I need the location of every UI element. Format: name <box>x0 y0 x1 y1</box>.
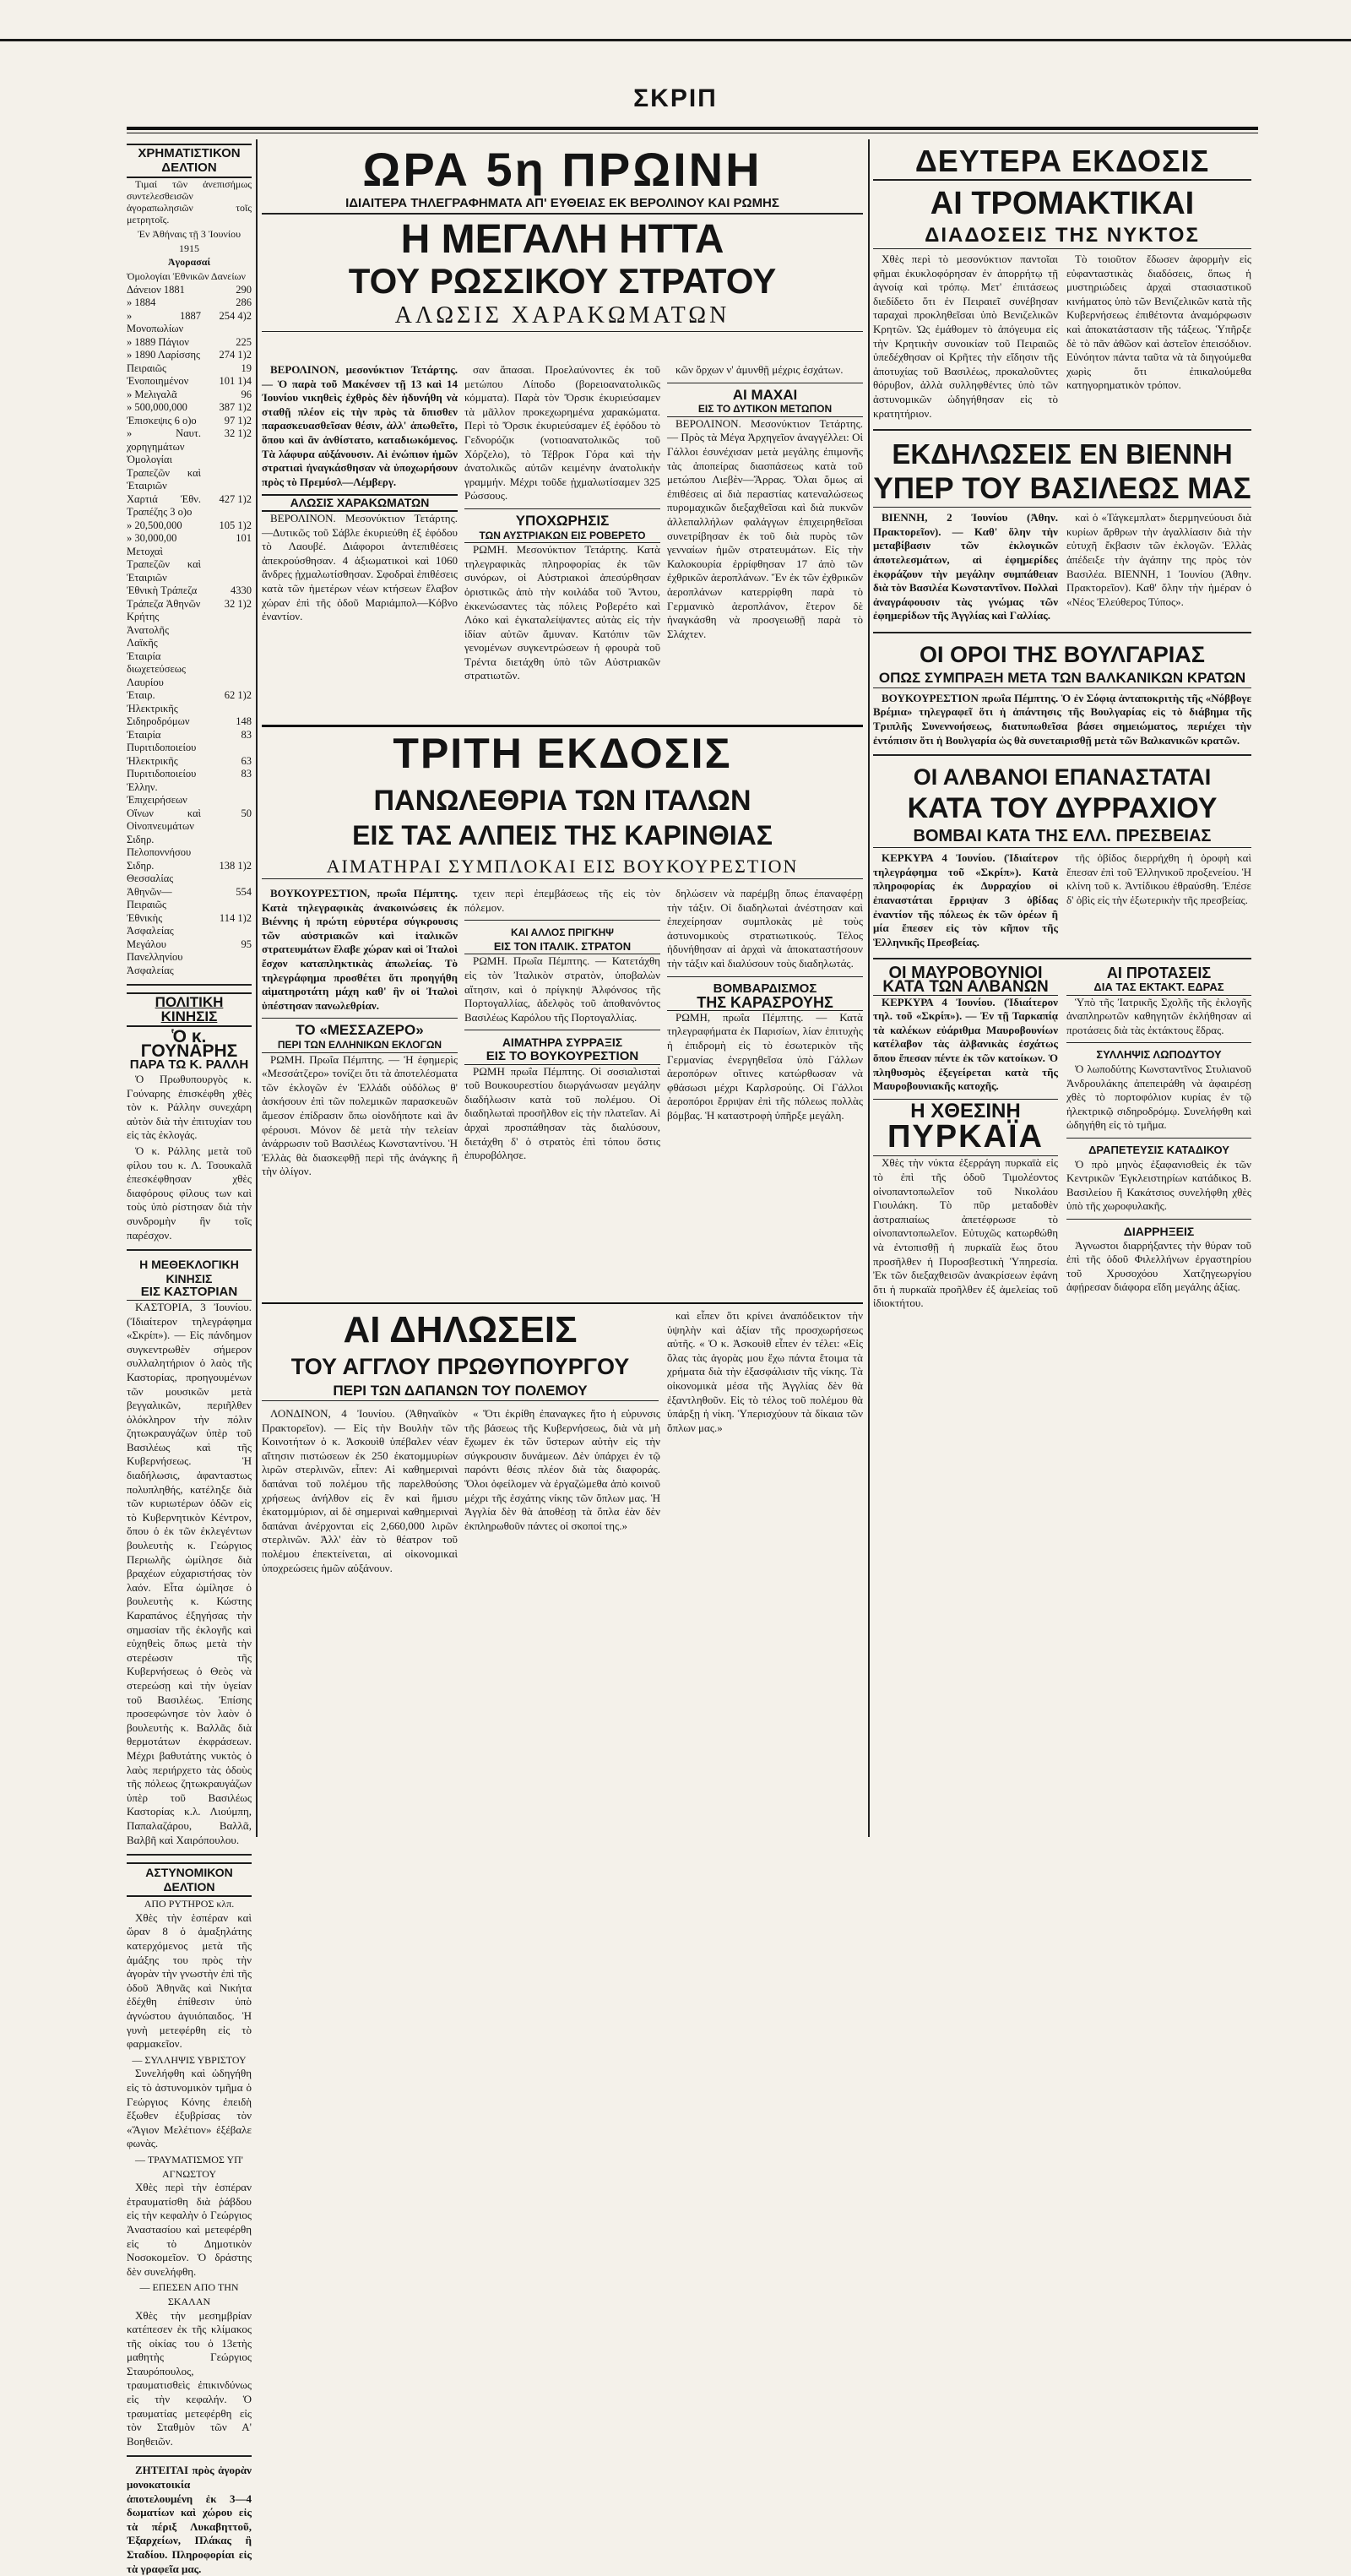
messaggero-heading: ΤΟ «ΜΕΣΣΑΖΕΡΟ» <box>296 1022 424 1039</box>
alosis-paragraph: ΒΕΡΟΛΙΝΟΝ. Μεσονύκτιον Τετάρτης. —Δυτικῶς τοῦ Σάβλε ἐκυριεύθη ἐξ ἐφόδου τὸ Λαουβέ. Διάφοροι ἀντεπιθέσεις ἀπεκρούσθησαν. 4 ἀξιωματικοὶ καὶ 1060 ἄνδρες ᾐχμαλωτίσθησαν. Σφοδραὶ ἐπιθέσεις κατὰ τῶν ἡμετέρων νέων κτήσεων ἔλαβον χώραν ἐπὶ τῆς ὁδοῦ Μαριάμπολ—Κόβνο ἐναντίον. <box>262 511 458 623</box>
market-row-value: 32 1)2 <box>224 427 252 440</box>
statements-paragraph: καὶ εἶπεν ὅτι κρίνει ἀναπόδεικτον τὴν ὑψηλὴν καὶ ἀξίαν τῆς προσχωρήσεως αὐτῆς. « Ὁ κ. Ἀσκουὶθ εἶπεν ἐν τέλει: «Εἰς ὅλας τὰς ἀγορὰς μου ἔχω πάντα ἕτοιμα τὰ χρήματα διὰ τὴν ἐξασφάλισιν τῆς νίκης. Τὰ οἰκονομικὰ μέσα τῆς Ἀγγλίας δὲν θὰ ἐξαντληθοῦν. Εἰς τὸ τέλος τοῦ πολέμου θὰ ὑπάρξῃ ἡ νίκη. Ὑπερισχύουν τὰ δίκαια τῶν ὅπλων μας.» <box>667 1309 863 1434</box>
market-row-name: Ἐνοποιημένον <box>127 375 189 388</box>
market-row <box>127 389 252 402</box>
third-edition-headline-3: ΑΙΜΑΤΗΡΑΙ ΣΥΜΠΛΟΚΑΙ ΕΙΣ ΒΟΥΚΟΥΡΕΣΤΙΟΝ <box>262 855 863 879</box>
market-row-value: 274 1)2 <box>219 349 252 361</box>
rumors-paragraph: Τὸ τοιοῦτον ἔδωσεν ἀφορμὴν εἰς εὐφανταστικὰς διαδόσεις, ὅπως ἡ μυστηριώδεις ἀρχαὶ στασιαστικοῦ κινήματος ὑπὸ τῶν Βενιζελικῶν κατὰ τῆς Κυβερνήσεως ἐπιθέτοντα ἀναμόρφωσιν καὶ ἀποκατάστασιν τῆς τάξεως. Ὑπῆρξε δὲ τὸ πᾶν ἀθῶον καὶ ἀστεῖον ἐπεισόδιον. Εὐνόητον πάντα ταῦτα νὰ τὰ διηγούμεθα χωρὶς ὅτι ἐπικαλούμεθα κατηγορηματικὸν τρόπον. <box>1066 253 1251 392</box>
lead-paragraph: ΒΕΡΟΛΙΝΟΝ, μεσονύκτιον Τετάρτης. — Ὁ παρὰ τοῦ Μακένσεν τῇ 13 καὶ 14 Ἰουνίου νικηθεὶς ἐχθρὸς δὲν ἠδυνήθη νὰ σταθῇ πλέον εἰς τὴν πρὸς τὰ ὄπισθεν παρασκευασθεῖσαν θέσιν, ἀλλ' ἀπωθεῖτο, ὅπου καὶ ἂν ἀνθίστατο, καταδιωκόμενος. Τὰ λάφυρα αὐξάνουσιν. Αἱ ἐνώπιον ἡμῶν στρατιαὶ ἠναγκάσθησαν νὰ ὑποχωρήσουν πρὸς τὸ Πρεμύσλ—Λέμβεργ. <box>262 363 458 488</box>
police-paragraph: Χθὲς τὴν ἑσπέραν καὶ ὥραν 8 ὁ ἀμαξηλάτης κατερχόμενος μετὰ τῆς ἀμάξης του πρὸς τὴν ἀγορὰν τὴν γνωστὴν ἐπὶ τῆς ὁδοῦ Ἀθηνᾶς καὶ Νικήτα ἐδέχθη ἐπίθεσιν ὑπὸ ἀγνώστου ἀγυιόπαιδος. Ἡ γυνὴ μετεφέρθη εἰς τὸ φαρμακεῖον. <box>127 1910 252 2051</box>
market-row-value: 225 <box>236 335 252 348</box>
third-edition-rule <box>262 725 863 727</box>
market-row-value: 62 1)2 <box>224 689 252 702</box>
column-1 <box>127 144 252 2575</box>
market-row <box>127 938 252 952</box>
politics-heading: ΠΟΛΙΤΙΚΗ ΚΙΝΗΣΙΣ <box>127 992 252 1027</box>
market-row-value: 286 <box>236 296 252 309</box>
market-row-value: 105 1)2 <box>219 519 252 531</box>
market-row <box>127 284 252 297</box>
market-row-value: 95 <box>241 937 252 950</box>
politics-subtitle: ΠΑΡΑ ΤΩ Κ. ΡΑΛΛΗ <box>129 1057 249 1073</box>
market-row-name: Ἀνατολῆς <box>127 623 170 636</box>
market-row-value: 4330 <box>231 584 252 597</box>
market-row-name: Μετοχαὶ Τραπεζῶν καὶ Ἑταιριῶν <box>127 545 201 584</box>
police-subheading: — ΤΡΑΥΜΑΤΙΣΜΟΣ ΥΠ' ΑΓΝΩΣΤΟΥ <box>135 2153 243 2180</box>
third-edition-headline: ΠΑΝΩΛΕΘΡΙΑ ΤΩΝ ΙΤΑΛΩΝ <box>373 785 751 817</box>
classified-ad: ΖΗΤΕΙΤΑΙ πρὸς ἀγορὰν μονοκατοικία ἀποτελουμένη ἐκ 3—4 δωματίων καὶ χώρου εἰς τὰ πέριξ Λυκαβηττοῦ, Ἐξαρχείων, Πλάκας ἢ Σταδίου. Πληροφορίαι εἰς τὰ γραφεῖα μας. <box>127 2464 252 2575</box>
market-row <box>127 349 252 362</box>
police-subheading: — ΕΠΕΣΕΝ ΑΠΟ ΤΗΝ ΣΚΑΛΑΝ <box>139 2281 239 2307</box>
divider <box>873 429 1251 431</box>
market-row <box>127 834 252 860</box>
escape-paragraph: Ὁ πρὸ μηνὸς ἐξαφανισθεὶς ἐκ τῶν Κεντρικῶν Ἐγκλειστηρίων κατάδικος Β. Βασιλείου ἢ Κακάτσιος συνελήφθη χθὲς ὑπὸ τῆς χωροφυλακῆς. <box>1066 1157 1251 1213</box>
albanians-paragraph: τῆς ὀβίδος διερρήχθη ἡ ὁροφὴ καὶ ἔπεσαν ἐπὶ τοῦ Ἑλληνικοῦ προξενείου. Ἡ κλίνη τοῦ κ. Ἀντίδικου ἐθραύσθη. Ἐπέσε δ' ὀβὶς εἰς τὴν ἐξωτερικὴν τῆς πρεσβείας. <box>1066 851 1251 907</box>
battles-subheading: ΕΙΣ ΤΟ ΔΥΤΙΚΟΝ ΜΕΤΩΠΟΝ <box>667 402 863 417</box>
market-row-value: 554 <box>236 885 252 898</box>
market-row <box>127 886 252 912</box>
second-edition-banner: ΔΕΥΤΕΡΑ ΕΚΔΟΣΙΣ <box>873 144 1251 181</box>
lead-column-b <box>464 363 660 718</box>
montenegrins-subheadline: ΚΑΤΑ ΤΩΝ ΑΛΒΑΝΩΝ <box>873 981 1058 996</box>
market-row <box>127 611 252 624</box>
divider <box>873 632 1251 633</box>
police-paragraph: Συνελήφθη καὶ ὡδηγήθη εἰς τὸ ἀστυνομικὸν τμῆμα ὁ Γεώργιος Κόνης ἐπειδὴ ἔξωθεν ἐξυβρίσας τὸν «Ἅγιον Μελέτιον» ἐξέβαλε φωνὰς. <box>127 2067 252 2150</box>
market-row-name: Ἑταιρία διωχετεύσεως <box>127 649 186 676</box>
market-row <box>127 951 252 977</box>
market-row-name: Πειραιῶς <box>127 361 166 374</box>
market-row-value: 63 <box>241 754 252 767</box>
market-row-name: » 30,000,00 <box>127 532 177 545</box>
montenegrins-headline: ΟΙ ΜΑΥΡΟΒΟΥΝΙΟΙ <box>888 964 1043 983</box>
statements-paragraph: ΛΟΝΔΙΝΟΝ, 4 Ἰουνίου. (Ἀθηναϊκὸν Πρακτορεῖον). — Εἰς τὴν Βουλὴν τῶν Κοινοτήτων ὁ κ. Ἀσκουὶθ ὑπέβαλεν νέαν αἴτησιν πιστώσεων ἐκ 250 ἑκατομμυρίων λιρῶν στερλινῶν, εἶπεν: Αἱ καθημεριναὶ δαπάναι τοῦ πολέμου τῆς παρελθούσης χρήσεως ἀνήλθον εἰς ἓν καὶ ἥμισυ ἑκατομμύριον, αἱ δὲ σημεριναὶ καθημεριναὶ δαπάναι ἀνέρχονται εἰς 2,660,000 λιρῶν στερλινῶν. Ἀλλ' ἐὰν τὸ θέατρον τοῦ πολέμου ἐπεκτείνεται, αἱ οἰκονομικαὶ ὑποχρεώσεις ἡμῶν αὐξάνουν. <box>262 1407 458 1574</box>
market-row <box>127 427 252 454</box>
market-row-name: Ἐθνικὴς Ἀσφαλείας <box>127 911 174 937</box>
market-row <box>127 689 252 715</box>
police-paragraph: Χθὲς τὴν μεσημβρίαν κατέπεσεν ἐκ τῆς κλίμακος τῆς οἰκίας του ὁ 13ετὴς μαθητὴς Γεώργιος Σταυρόπουλος, τραυματισθεὶς ἐπικινδύνως εἰς τὴν κεφαλήν. Ὁ τραυματίας μετεφέρθη εἰς τὸν Σταθμὸν τῶν Α' Βοηθειῶν. <box>127 2308 252 2448</box>
main-headline: Η ΜΕΓΑΛΗ ΗΤΤΑ <box>400 217 724 262</box>
market-row <box>127 598 252 611</box>
third-paragraph: δηλώσειν νὰ παρέμβῃ ὅπως ἐπαναφέρῃ τὴν τάξιν. Οἱ διαδηλωταὶ ἀνέστησαν καὶ ἐπεχείρησαν συμπλοκὰς μὲ τοὺς ἀστυνομικοὺς στρατιωτικούς. Τέλος ἠδυνήθησαν αἱ ἀρχαὶ νὰ ἀποκαταστήσουν τὴν τάξιν καὶ διαλύσουν τοὺς διαδηλωτάς. <box>667 887 863 970</box>
messaggero-paragraph: ΡΩΜΗ. Πρωΐα Πέμπτης. — Ἡ ἐφημερὶς «Μεσσάτζερο» τονίζει ὅτι τὰ ἀποτελέσματα τῶν ἐκλογῶν ἐν Ἑλλάδι οὐδόλως θ' ἀσκήσουν ἐπὶ τῶν πολεμικῶν παρασκευῶν ἄμεσον ἐπίδρασιν ὅπω οἰονδήποτε καὶ ἂν φέρουσι. Μόνον δὲ μετὰ τὴν τελείαν ἀνάρρωσιν τοῦ Βασιλέως Κωνσταντίνου. Ἡ Ἑλλὰς θὰ διασκεφθῇ περὶ τῆς ἀνάγκης ἢ τὴν ὀλίγον. <box>262 1052 458 1178</box>
lead-paragraph: κῶν ὄρχων ν' ἀμυνθῇ μέχρις ἐσχάτων. <box>676 363 844 376</box>
market-row-value: 83 <box>241 728 252 741</box>
escape-heading: ΔΡΑΠΕΤΕΥΣΙΣ ΚΑΤΑΔΙΚΟΥ <box>1088 1143 1229 1156</box>
bulgaria-subheadline: ΟΠΩΣ ΣΥΜΠΡΑΞΗ ΜΕΤΑ ΤΩΝ ΒΑΛΚΑΝΙΚΩΝ ΚΡΑΤΩΝ <box>873 669 1251 688</box>
market-row-value: 50 <box>241 807 252 819</box>
alosis-heading: ΑΛΩΣΙΣ ΧΑΡΑΚΩΜΑΤΩΝ <box>262 494 458 512</box>
market-row-value: 101 <box>236 532 252 545</box>
market-row-name: Κρήτης <box>127 611 160 623</box>
bombing-paragraph: ΡΩΜΗ, πρωΐα Πέμπτης. — Κατὰ τηλεγραφήματα ἐκ Παρισίων, λίαν ἐπιτυχὴς ἡ ἐπιδρομὴ εἰς τὸ ἐσωτερικὸν τῆς Γερμανίας ἐνεργηθεῖσα ὑπὸ Γάλλων ἀεροπόρων οἵτινες κατώρθωσαν νὰ φθάσωσι μέχρι Καρλσρούης. Οἱ Γάλλοι ἀεροπόροι ἔρριψαν ἐπὶ τῆς πόλεως πολλὰς βόμβας. Ἡ καταστροφὴ ὑπῆρξε μεγάλη. <box>667 1010 863 1122</box>
retreat-heading: ΥΠΟΧΩΡΗΣΙΣ <box>515 512 610 529</box>
kastoria-heading: Η ΜΕΘΕΚΛΟΓΙΚΗ ΚΙΝΗΣΙΣ <box>139 1258 239 1285</box>
divider <box>127 2455 252 2457</box>
market-row-name: Ἐθνικὴ Τράπεζα <box>127 584 198 597</box>
market-row-value: 83 <box>241 768 252 780</box>
market-row-name: Πανελληνίου Ἀσφαλείας <box>127 951 183 976</box>
divider <box>127 984 252 986</box>
divider <box>1066 1042 1251 1043</box>
albanians-text <box>873 851 1251 951</box>
market-row-value <box>201 677 252 690</box>
market-row <box>127 401 252 415</box>
statements-column-b <box>464 1407 660 1812</box>
banner-subheadline: ΙΔΙΑΙΤΕΡΑ ΤΗΛΕΓΡΑΦΗΜΑΤΑ ΑΠ' ΕΥΘΕΙΑΣ ΕΚ ΒΕΡΟΛΙΝΟΥ ΚΑΙ ΡΩΜΗΣ <box>262 196 863 215</box>
market-row <box>127 912 252 938</box>
column-rule <box>256 139 258 1837</box>
market-row-name: Δάνειον 1881 <box>127 283 185 296</box>
main-headline-2: ΤΟΥ ΡΩΣΣΙΚΟΥ ΣΤΡΑΤΟΥ <box>348 261 777 301</box>
vienna-paragraph: ΒΙΕΝΝΗ, 2 Ἰουνίου (Ἀθην. Πρακτορεῖον). — Καθ' ὅλην τὴν μεταβίβασιν τῶν ἐκλογικῶν ἀποτελεσμάτων, αἱ ἐφημερίδες ἐκφράζουν τὴν μεγάλην συμπάθειαν διὰ τὸν Βασιλέα Κωνσταντῖνον. Πολλαὶ ἀναγράφουσιν τὰς γνώμας τῶν ἐφημερίδων τῆς Ἀγγλίας καὶ Γαλλίας. <box>873 511 1058 622</box>
proposals-headline: ΑΙ ΠΡΟΤΑΣΕΙΣ <box>1106 965 1212 982</box>
market-row <box>127 584 252 598</box>
market-row <box>127 415 252 428</box>
kastoria-subheading: ΕΙΣ ΚΑΣΤΟΡΙΑΝ <box>127 1285 252 1301</box>
prince-heading: ΚΑΙ ΑΛΛΟΣ ΠΡΙΓΚΗΨ <box>510 927 615 939</box>
divider <box>464 920 660 921</box>
market-row-name: Μεγάλου <box>127 937 166 950</box>
battles-heading: ΑΙ ΜΑΧΑΙ <box>732 386 798 403</box>
market-row-name: Σιδηρ. Πελοποννήσου <box>127 833 192 859</box>
market-row <box>127 454 252 493</box>
market-row-name: Λαϊκῆς <box>127 637 158 649</box>
market-row-name: Ἐπισκεψις 6 ο)ο <box>127 414 197 427</box>
divider <box>127 1249 252 1251</box>
market-heading: ΧΡΗΜΑΤΙΣΤΙΚΟΝ ΔΕΛΤΙΟΝ <box>127 144 252 178</box>
divider <box>127 1854 252 1856</box>
market-row-value: 148 <box>236 715 252 728</box>
market-row-name: Ἀθηνῶν—Πειραιῶς <box>127 885 172 911</box>
market-row-name: Οἴνων καὶ Οἰνοπνευμάτων <box>127 807 201 833</box>
lower-right-block <box>873 966 1251 1312</box>
retreat-paragraph: ΡΩΜΗ. Μεσονύκτιον Τετάρτης. Κατὰ τηλεγραφικὰς πληροφορίας ἐκ τῶν συνόρων, οἱ Αὐστριακοὶ ἀπεσύρθησαν ὁριστικῶς ἀπὸ τὴν κοιλάδα τοῦ Ἄντου, ἐκκενώσαντες τὰς πόλεις Ροβερέτο καὶ Λόκο καὶ ἐγκαταλείψαντες αὐτὰς εἰς τὴν ἰδίαν αὐτῶν ἄμυναν. Κατόπιν τῶν γενομένων συγκεντρώσεων ἡ φρουρὰ τοῦ Τρέντα διετάχθη ὑπὸ τῶν Αὐστριακῶν στρατιωτῶν. <box>464 543 660 682</box>
market-row-name: Τράπεζα Ἀθηνῶν <box>127 597 201 610</box>
market-row <box>127 677 252 690</box>
market-row-name: Πυριτιδοποιείου <box>127 768 197 780</box>
market-row <box>127 362 252 376</box>
market-row-value <box>201 611 252 624</box>
masthead-title: ΣΚΡΙΠ <box>633 84 718 112</box>
market-row-value: 101 1)4 <box>219 375 252 388</box>
market-row-name: Ἠλεκτρικῆς <box>127 754 178 767</box>
market-row <box>127 375 252 389</box>
market-row <box>127 296 252 310</box>
market-row <box>127 519 252 533</box>
market-row <box>127 637 252 650</box>
third-paragraph: ΒΟΥΚΟΥΡΕΣΤΙΟΝ, πρωΐα Πέμπτης. Κατὰ τηλεγραφικὰς ἀνακοινώσεις ἐκ Βιέννης ἡ πρώτη εὐρυτέρα σύγκρουσις τῶν αὐστριακῶν καὶ ἰταλικῶν στρατευμάτων ἔλαβε χώραν καὶ οἱ Ἰταλοὶ ἔσχον καταπληκτικὰς ἀπωλείας. Τὸ τηλεγράφημα προσθέτει ὅτι προηγήθη αἱματηροτάτη μάχη καθ' ἣν οἱ Ἰταλοὶ ὑπέστησαν πανωλεθρίαν. <box>262 887 458 1012</box>
market-row-value: 96 <box>241 388 252 400</box>
police-subheading: ΑΠΟ ΡΥΤΗΡΟΣ κλπ. <box>144 1898 235 1910</box>
market-row-value: 114 1)2 <box>219 911 252 924</box>
fire-headline: Η ΧΘΕΣΙΝΗ <box>910 1099 1021 1122</box>
market-row <box>127 650 252 677</box>
market-row-value <box>201 637 252 650</box>
kastoria-paragraph: ΚΑΣΤΟΡΙΑ, 3 Ἰουνίου. (Ἰδιαίτερον τηλεγράφημα «Σκρίπ»). — Εἰς πάνδημον συγκεντρωθὲν σήμερον συλλαλητήριον ὁ λαὸς τῆς Καστορίας, προηγουμένων τῶν μουσικῶν μετὰ βεγγαλικῶν, περιῆλθεν ὁλόκληρον τὴν πόλιν ζητωκραυγάζων ὑπὲρ τοῦ Βασιλέως καὶ τῆς Κυβερνήσεως. Ἡ διαδήλωσις, ἀφανταστως πολυπληθής, κατέληξε διὰ τῶν κυριωτέρων ὁδῶν εἰς τὸ Κυβερνητικὸν Κέντρον, ὅπου ὁ ἐκ τῶν ἐκλεγέντων βουλευτὴς κ. Γεώργιος Περιωλῆς ὡμίλησε διὰ βραχέων εὐχαριστήσας τὸν λαόν. Εἶτα ὡμίλησε ὁ βουλευτὴς κ. Κώστης Καραπάνος ἐξηγήσας τὴν σημασίαν τῆς ἐκλογῆς καὶ εὐχηθεὶς ὅπως μετὰ τὴν στερέωσιν τῆς Κυβερνήσεως ὁ Θεὸς νὰ στερεώσῃ καὶ τὴν ὑγείαν τοῦ Βασιλέως. Ἐπίσης προσεφώνησε τὸν λαὸν ὁ βουλευτὴς κ. Βαλλᾶς διὰ θερμοτάτων ἐκφράσεων. Μέχρι βαθυτάτης νυκτὸς ὁ λαὸς περιήρχετο τὰς ὁδοὺς τῆς πόλεως ζητωκραυγάζων ὑπὲρ τοῦ Βασιλέως Καστορίας κ.λ. Λιούμπη, Παπαλαζάρου, Βαλλᾶ, Βαλβῆ καὶ Χαιρόπουλου. <box>127 1300 252 1846</box>
bombing-heading: ΒΟΜΒΑΡΔΙΣΜΟΣ <box>713 981 817 996</box>
main-headline-3: ΑΛΩΣΙΣ ΧΑΡΑΚΩΜΑΤΩΝ <box>262 301 863 332</box>
market-row-name: » Ναυτ. χορηγημάτων <box>127 427 201 453</box>
market-row-name: Λαυρίου <box>127 676 164 688</box>
third-column-c <box>667 887 863 1296</box>
column-rule <box>868 139 870 1837</box>
statements-paragraph: « Ὅτι ἐκρίθη ἐπαναγκες ἤτο ἡ εὐρυνσις τῆς βάσεως τῆς Κυβερνήσεως, διὰ νὰ μὴ ἔχωμεν ἐκ τῶν ὕστερων αὐτὴν εἰς τὴν σύγκρουσιν δυνάμεων. Δὲν ὑπάρχει ἐν τῷ παρόντι θέσις πλέον διὰ τὰς διαφοράς. Ὅλοι ὀφείλομεν νὰ ἐργαζώμεθα ἀπὸ κοινοῦ μέχρι τῆς ἐσχάτης νίκης τῶν ὅπλων μας. Ἡ Ἀγγλία δὲν θὰ ἀποθέσῃ τὰ ὅπλα ἐὰν δὲν ἐκπληρωθοῦν πάντες οἱ σκοποί της.» <box>464 1407 660 1532</box>
montenegrins-paragraph: ΚΕΡΚΥΡΑ 4 Ἰουνίου. (Ἰδιαίτερον τηλ. τοῦ «Σκρίπ»). — Ἐν τῇ Ταρκαπίᾳ τὰ καλέκων εὐάριθμα Μαυροβουνίων κατέλαβον τὰς ἀλβανικὰς ἐσχάτως ὅπου ἔπεσαν πέντε ἐκ τῶν κατοίκων. Ὁ πληθυσμὸς ἐξεγείρεται κατὰ τῆς Μαυροβουνιακῆς κατοχῆς. <box>873 995 1058 1093</box>
politics-paragraph: Ὁ κ. Ράλλης μετὰ τοῦ φίλου του κ. Λ. Τσουκαλᾶ ἐπεσκέφθησαν χθὲς διαφόρους φίλους των καὶ τοὺς ὑπὸ ρίστησαν διὰ τὴν συνδρομὴν ἣν τοῖς παρέσχον. <box>127 1144 252 1242</box>
divider <box>873 754 1251 756</box>
market-row-name: Σιδηροδρόμων <box>127 715 190 728</box>
police-subheading: — ΣΥΛΛΗΨΙΣ ΥΒΡΙΣΤΟΥ <box>132 2053 247 2066</box>
albanians-headline: ΟΙ ΑΛΒΑΝΟΙ ΕΠΑΝΑΣΤΑΤΑΙ <box>913 764 1212 791</box>
burglary-heading: ΔΙΑΡΡΗΞΕΙΣ <box>1123 1224 1195 1238</box>
market-row-name: Σιδηρ. Θεσσαλίας <box>127 859 174 885</box>
market-row <box>127 755 252 769</box>
lead-column-c <box>667 363 863 718</box>
market-subheading: Ὁμολογίαι Ἐθνικῶν Δανείων <box>127 269 246 282</box>
bulgaria-headline: ΟΙ ΟΡΟΙ ΤΗΣ ΒΟΥΛΓΑΡΙΑΣ <box>919 641 1206 667</box>
market-row <box>127 546 252 585</box>
market-row-value: 290 <box>236 283 252 296</box>
clash-subheading: ΕΙΣ ΤΟ ΒΟΥΚΟΥΡΕΣΤΙΟΝ <box>464 1050 660 1065</box>
market-row-value <box>201 650 252 677</box>
market-row-name: » 500,000,000 <box>127 401 187 414</box>
market-row-name: » 1884 <box>127 296 156 309</box>
market-row-value <box>201 546 252 585</box>
clash-heading: ΑΙΜΑΤΗΡΑ ΣΥΡΡΑΞΙΣ <box>502 1035 623 1050</box>
divider <box>464 508 660 509</box>
market-row <box>127 729 252 755</box>
market-row-name: » 1890 Λαρίσσης <box>127 349 200 361</box>
retreat-subheading: ΤΩΝ ΑΥΣΤΡΙΑΚΩΝ ΕΙΣ ΡΟΒΕΡΕΤΟ <box>464 529 660 544</box>
politics-paragraph: Ὁ Πρωθυπουργὸς κ. Γούναρης ἐπισκέφθη χθὲς τὸν κ. Ράλλην συνεχάρη αὐτὸν διὰ τὴν ἐπιτυχίαν του εἰς τὰς ἐκλογάς. <box>127 1073 252 1142</box>
market-row <box>127 860 252 886</box>
market-row-value: 97 1)2 <box>224 414 252 427</box>
market-label: Ἀγορασαί <box>167 256 211 269</box>
third-edition-headline-2: ΕΙΣ ΤΑΣ ΑΛΠΕΙΣ ΤΗΣ ΚΑΡΙΝΘΙΑΣ <box>352 820 773 851</box>
market-row-name: » 1889 Πάγιον <box>127 335 189 348</box>
market-row-value: 138 1)2 <box>219 859 252 872</box>
third-column-a <box>262 887 458 1296</box>
vienna-text <box>873 511 1251 625</box>
market-row-value <box>201 951 252 977</box>
burglary-paragraph: Ἀγνωστοι διαρρήξαντες τὴν θύραν τοῦ ἐπὶ τῆς ὁδοῦ Φιλελλήνων ἐργαστηρίου τοῦ Χρυσοχόου Χατζηγεωργίου ἀφῄρεσαν διάφορα εἴδη μεγάλης ἀξίας. <box>1066 1238 1251 1294</box>
prince-subheading: ΕΙΣ ΤΟΝ ΙΤΑΛΙΚ. ΣΤΡΑΤΟΝ <box>464 940 660 955</box>
market-row-value <box>201 454 252 493</box>
market-date: Ἐν Ἀθήναις τῇ 3 Ἰουνίου 1915 <box>137 228 241 254</box>
statements-headline-2: ΤΟΥ ΑΓΓΛΟΥ ΠΡΩΘΥΠΟΥΡΓΟΥ <box>290 1354 630 1379</box>
market-row <box>127 807 252 834</box>
clash-paragraph: ΡΩΜΗ πρωΐα Πέμπτης. Οἱ σοσιαλισταὶ τοῦ Βουκουρεστίου διωργάνωσαν μεγάλην διαδήλωσιν κατὰ τοῦ πολέμου. Οἱ διαδηλωταὶ προσῆλθον εἰς τὴν πλατεῖαν. Αἱ ἀρχαὶ προσπάθησαν τὰς διαλύσουν, διετάχθη δ' ὁ στρατὸς ἐπὶ τόπου ὅστις ἐπυροβόλησε. <box>464 1064 660 1162</box>
market-row-name: Ἑλλην. Ἐπιχειρήσεων <box>127 780 187 807</box>
proposals-subheadline: ΔΙΑ ΤΑΣ ΕΚΤΑΚΤ. ΕΔΡΑΣ <box>1066 981 1251 996</box>
statements-rule <box>262 1302 863 1304</box>
politics-title: Ὁ κ. ΓΟΥΝΑΡΗΣ <box>140 1027 238 1061</box>
albanians-subheadline-2: ΒΟΜΒΑΙ ΚΑΤΑ ΤΗΣ ΕΛΛ. ΠΡΕΣΒΕΙΑΣ <box>873 825 1251 848</box>
market-row <box>127 715 252 729</box>
market-row-value: 387 1)2 <box>219 401 252 414</box>
market-intro: Τιμαί τῶν ἀνεπισήμως συντελεσθεισῶν ἀγοραπωλησιῶν τοῖς μετρητοῖς. <box>127 178 252 226</box>
market-row <box>127 532 252 546</box>
top-rule <box>0 39 1351 41</box>
fire-paragraph: Χθὲς τὴν νύκτα ἐξερράγη πυρκαϊὰ εἰς τὸ ἐπὶ τῆς ὁδοῦ Τιμολέοντος οἰνοπαντοπωλεῖον τοῦ Νικολάου Γιουλάκη. Τὸ πῦρ μεταδοθὲν ἀστραπιαίως ἀπετέφρωσε τὸ οἰνοπαντοπωλεῖον. Εὐτυχῶς κατωρθώθη νὰ ἐντοπισθῇ ἡ πυρκαϊὰ ἕως ὅτου προσῆλθεν ἡ Πυροσβεστικὴ Ὑπηρεσία. Ἐκ τῶν διεξαχθεισῶν ἀνακρίσεων ἐφάνη ὅτι ἡ πυρκαϊὰ προῆλθεν ἐξ ἀμελείας τοῦ ἰδιοκτήτου. <box>873 1156 1058 1310</box>
market-row-name: Ὁμολογίαι Τραπεζῶν καὶ Ἑταιριῶν <box>127 454 201 492</box>
market-row <box>127 336 252 350</box>
market-row-value: 32 1)2 <box>224 597 252 610</box>
market-row-name: » Μελιγαλᾶ <box>127 388 177 400</box>
divider <box>262 1018 458 1019</box>
market-row-name: Χαρτιά Ἐθν. Τραπέζης 3 ο)ο <box>127 492 201 519</box>
police-heading: ΑΣΤΥΝΟΜΙΚΟΝ ΔΕΛΤΙΟΝ <box>127 1862 252 1897</box>
albanians-subheadline: ΚΑΤΑ ΤΟΥ ΔΥΡΡΑΧΙΟΥ <box>907 792 1218 825</box>
market-row <box>127 781 252 807</box>
market-row-name: » 1887 Μονοπωλίων <box>127 309 201 335</box>
market-row-name: Ἑταιρ. Ἠλεκτρικῆς <box>127 689 178 715</box>
third-paragraph: τχειν περὶ ἐπεμβάσεως τῆς εἰς τὸν πόλεμον. <box>464 887 660 914</box>
market-row-value <box>201 624 252 638</box>
statements-headline-3: ΠΕΡΙ ΤΩΝ ΔΑΠΑΝΩΝ ΤΟΥ ΠΟΛΕΜΟΥ <box>262 1382 659 1401</box>
arrest-heading: ΣΥΛΛΗΨΙΣ ΛΩΠΟΔΥΤΟΥ <box>1096 1048 1222 1062</box>
proposals-paragraph: Ὑπὸ τῆς Ἰατρικῆς Σχολῆς τῆς ἐκλογῆς ἀναπληρωτῶν καθηγητῶν ἐκλήθησαν αἱ προτάσεις διὰ τὰς ἐκτάκτους ἕδρας. <box>1066 995 1251 1036</box>
albanians-paragraph: ΚΕΡΚΥΡΑ 4 Ἰουνίου. (Ἰδιαίτερον τηλεγράφημα τοῦ «Σκρίπ»). Κατὰ πληροφορίας ἐκ Δυρραχίου οἱ ἐπαναστάται ἔρριψαν 3 ὀβίδας ἐναντίον τῆς πόλεως ἐκ τῶν ὀρέων ἢ μία ἔπεσεν εἰς τὸν κῆπον τῆς Ἑλληνικῆς Πρεσβείας. <box>873 851 1058 948</box>
divider <box>1066 1219 1251 1220</box>
rumors-text <box>873 253 1251 422</box>
bombing-subheading: ΤΗΣ ΚΑΡΑΣΡΟΥΗΣ <box>667 996 863 1011</box>
divider <box>667 976 863 977</box>
market-row-value <box>201 834 252 860</box>
police-paragraph: Χθὲς περὶ τὴν ἑσπέραν ἐτραυματίσθη διὰ ῥάβδου εἰς τὴν κεφαλὴν ὁ Γεώργιος Ἀναστασίου καὶ μετεφέρθη εἰς τὸ Δημοτικὸν Νοσοκομεῖον. Ὁ δράστης δὲν συνελήφθη. <box>127 2181 252 2278</box>
market-row-value <box>201 781 252 807</box>
third-edition-banner: ΤΡΙΤΗ ΕΚΔΟΣΙΣ <box>393 730 732 777</box>
statements-headline: ΑΙ ΔΗΛΩΣΕΙΣ <box>343 1309 578 1350</box>
divider <box>1066 1138 1251 1139</box>
vienna-subheadline: ΥΠΕΡ ΤΟΥ ΒΑΣΙΛΕΩΣ ΜΑΣ <box>873 471 1251 508</box>
third-column-b <box>464 887 660 1296</box>
rumors-subheadline: ΔΙΑΔΟΣΕΙΣ ΤΗΣ ΝΥΚΤΟΣ <box>873 223 1251 249</box>
rumors-headline: ΑΙ ΤΡΟΜΑΚΤΙΚΑΙ <box>930 186 1195 221</box>
rumors-paragraph: Χθὲς περὶ τὸ μεσονύκτιον παντοῖαι φῆμαι ἐκυκλοφόρησαν ἐν ἀπορρήτῳ τῇ ἀγνοίᾳ καὶ τρόπῳ. Μετ' ἐπιτάσεως διεδίδετο ὅτι ἐν Πειραιεῖ συνέβησαν ταραχαὶ προκληθεῖσαι ὑπὸ Βενιζελικῶν Κρητῶν. Ὡς ἐμάθομεν τὸ ἀπόγευμα εἰς τὴν Κρητικὴν συνοικίαν τοῦ Πειραιῶς ὑπεδέχθησαν οἱ Κρῆτες τὴν εἴδησιν τῆς ἀποτυχίας τοῦ Βασιλέως, προκαλοῦντες θόρυβον, ἀλλὰ συλληφθέντες ὑπὸ τῶν ἀστυνομικῶν ὠδηγήθησαν εἰς τὸ κρατητήριον. <box>873 253 1058 420</box>
battles-paragraph: ΒΕΡΟΛΙΝΟΝ. Μεσονύκτιον Τετάρτης. — Πρὸς τὰ Μέγα Ἀρχηγεῖον ἀναγγέλλει: Οἱ Γάλλοι ἐσυνέχισαν μετὰ μεγάλης ἐπιμονῆς τὰς ἀποπείρας διασπάσεως κατὰ τοῦ μετώπου Λιεβὲν—Ἄρρας. Ὅλαι ὅμως αἱ ἐπιθέσεις αἱ διὰ περαστίας κατεναλώσεως πυρομαχικῶν διεξαχθεῖσαι καὶ διὰ πυκνῶν ἀλλεπαλλήλων φαλάγγων ἐπιχειρηθεῖσαι συνετρίβησαν ἐκ τοῦ διὰ πυρὸς τῶν γενναίων ἡμῶν στρατευμάτων. Εἰς τὴν Καλοκουρία ἐρρίφθησαν 17 ἀπὸ τῶν ἐχθρικῶν ἀεροπλάνων. Ἕν ἐκ τῶν ἐχθρικῶν ἀεροπλάνων κατερρίφθη παρὰ τὸ Γερμανικὸ ἀεροπλάνον, ἕτερον δὲ ἠναγκάσθη νὰ προσγειωθῇ παρὰ τὸ Σλάχτεν. <box>667 416 863 640</box>
market-row-value: 427 1)2 <box>219 492 252 505</box>
center-region <box>262 144 863 1824</box>
vienna-paragraph: καὶ ὁ «Τάγκεμπλατ» διερμηνεύουσι διὰ κυρίων ἄρθρων τὴν ἀγαλλίασιν διὰ τὴν εὐτυχῆ ἔκβασιν τῶν ἐκλογῶν. Ἑλλὰς ἀπέδειξε τὴν ἀγάπην της πρὸς τὸν Βασιλέα. ΒΙΕΝΝΗ, 1 Ἰουνίου (Ἀθην. Πρακτορεῖον). Καθ' ὅλην τὴν ἡμέραν ὁ «Νέος Ἐλεύθερος Τύπος». <box>1066 511 1251 608</box>
vienna-headline: ΕΚΔΗΛΩΣΕΙΣ ΕΝ ΒΙΕΝΝΗ <box>892 438 1233 470</box>
market-table <box>127 284 252 978</box>
market-row-name: Ἑταιρία Πυριτιδοποιείου <box>127 728 197 754</box>
statements-column-c <box>667 1309 863 1812</box>
masthead-rule <box>127 127 1258 130</box>
statements-column-a <box>262 1407 458 1812</box>
market-row <box>127 624 252 638</box>
divider <box>873 958 1251 959</box>
bulgaria-paragraph: ΒΟΥΚΟΥΡΕΣΤΙΟΝ πρωΐα Πέμπτης. Ὁ ἐν Σόφιᾳ ἀνταποκριτὴς τῆς «Νόββογε Βρέμια» τηλεγραφεῖ ὅτι ἡ ἀπάντησις τῆς Βουλγαρίας εἰς τὸ διάβημα τῆς Τριπλῆς Συνεννοήσεως, διατυπωθεῖσα βάσει σημειώματος, περιέχει τὴν ἐντόπισιν ὅτι ἡ Βουλγαρία ὡς θὰ συνεταιρισθῇ μετὰ τῶν Βαλκανικῶν κρατῶν. <box>873 691 1251 747</box>
lead-column-a <box>262 363 458 718</box>
banner-headline: ΩΡΑ 5η ΠΡΩΙΝΗ <box>362 143 762 196</box>
market-row-value: 19 <box>241 361 252 374</box>
arrest-paragraph: Ὁ λωποδύτης Κωνσταντῖνος Στυλιανοῦ Ἀνδρουλάκης ἀπεπειράθη νὰ ἀφαιρέσῃ χθὲς τὸ πορτοφόλιον κυρίας ἐν τῷ ἠλεκτρικῷ σιδηροδρόμῳ. Συνελήφθη καὶ ὡδηγήθη εἰς τὸ τμῆμα. <box>1066 1062 1251 1132</box>
lead-paragraph: σαν ἅπασαι. Προελαύνοντες ἐκ τοῦ μετώπου Λίποδο (βορειοανατολικῶς κόμματα). Παρὰ τὸν Ὄρσικ ἐκυριεύσαμεν τὰ μᾶλλον προκεχωρημένα χαρακώματα. Περὶ τὸ Ὄρσικ ἐκυριεύσαμεν ἐξ ἐφόδου τὸ Γεδνορόζικ (νοτιοανατολικῶς τοῦ Χόρζελο), τὸ Τέβροκ Γόρα καὶ τὴν ἀνατολικῶς αὐτῶν κειμένην ἀνατολικὴν γραμμήν. Μέχρι τοῦδε ᾐχμαλωτίσαμεν 325 Ρώσσους. <box>464 363 660 503</box>
messaggero-subheading: ΠΕΡΙ ΤΩΝ ΕΛΛΗΝΙΚΩΝ ΕΚΛΟΓΩΝ <box>262 1038 458 1053</box>
prince-paragraph: ΡΩΜΗ. Πρωΐα Πέμπτης. — Κατετάχθη εἰς τὸν Ἰταλικὸν στρατὸν, ὑποβαλὼν αἴτησιν, καὶ ὁ πρίγκηψ Ἀλφόνσος τῆς Πορτογαλλίας, ἀδελφὸς τοῦ ἀποθανόντος Βασιλέως Καρόλου τῆς Πορτογαλλίας. <box>464 954 660 1024</box>
fire-subheadline: ΠΥΡΚΑΪΑ <box>873 1118 1058 1156</box>
market-row <box>127 493 252 519</box>
market-row-name: » 20,500,000 <box>127 519 182 531</box>
market-row-value: 254 4)2 <box>219 309 252 322</box>
market-row <box>127 310 252 336</box>
column-4 <box>873 144 1251 1824</box>
market-row <box>127 768 252 781</box>
